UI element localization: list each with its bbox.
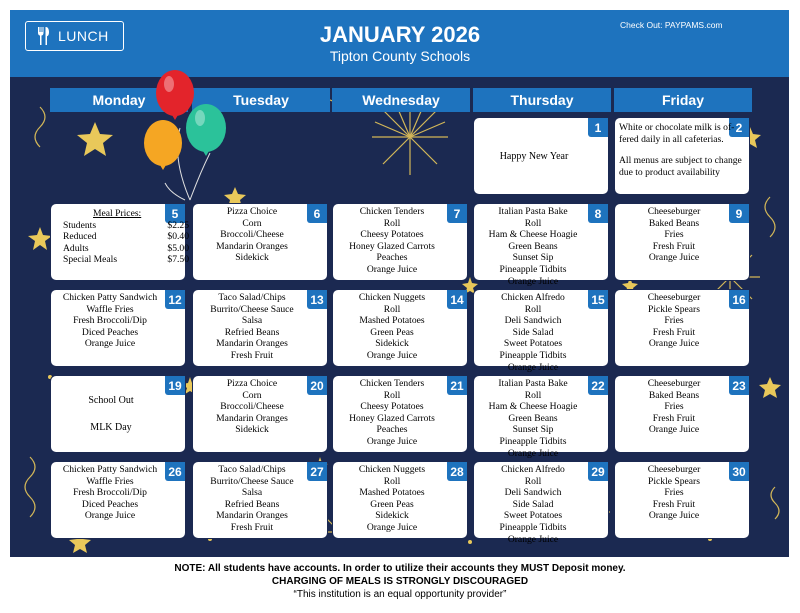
meal-prices-title: Meal Prices: xyxy=(93,208,142,219)
price-value: $7.50 xyxy=(167,254,189,266)
menu-item: Peaches xyxy=(376,424,408,436)
menu-item: Sidekick xyxy=(235,424,269,436)
menu-item: Mashed Potatoes xyxy=(359,315,425,327)
menu-item: Chicken Alfredo xyxy=(501,464,565,475)
day-number: 27 xyxy=(307,462,327,481)
menu-item: Italian Pasta Bake xyxy=(498,378,568,389)
day-header-wednesday: Wednesday xyxy=(332,88,470,112)
menu-item: Honey Glazed Carrots xyxy=(349,412,435,424)
menu-item: Cheeseburger xyxy=(647,292,701,303)
menu-item: Pizza Choice xyxy=(226,206,278,217)
menu-list xyxy=(476,378,590,459)
day-number: 2 xyxy=(729,118,749,137)
menu-item: Waffle Fries xyxy=(86,303,134,315)
day-cell-30 xyxy=(614,461,750,539)
price-label: Adults xyxy=(63,242,89,254)
menu-item: Salsa xyxy=(241,315,263,327)
menu-item: Orange Juice xyxy=(648,252,700,264)
menu-item: Orange Juice xyxy=(366,349,418,361)
menu-item: Orange Juice xyxy=(84,510,136,522)
menu-item: Orange Juice xyxy=(648,510,700,522)
menu-item: Orange Juice xyxy=(507,275,559,287)
menu-item: Pineapple Tidbits xyxy=(499,263,567,275)
menu-item: Sidekick xyxy=(375,510,409,522)
day-cell-12 xyxy=(50,289,186,367)
day-number: 13 xyxy=(307,290,327,309)
menu-item: Fresh Broccoli/Dip xyxy=(73,487,147,499)
day-cell-23 xyxy=(614,375,750,453)
day-number: 30 xyxy=(729,462,749,481)
day-cell-1 xyxy=(473,117,609,195)
day-cell-22 xyxy=(473,375,609,459)
price-label: Special Meals xyxy=(63,254,118,266)
menu-item: Chicken Tenders xyxy=(359,378,425,389)
menu-list xyxy=(335,464,449,534)
menu-item: Green Beans xyxy=(508,412,558,424)
charging-warning: CHARGING OF MEALS IS STRONGLY DISCOURAGED xyxy=(271,576,529,587)
menu-item: Orange Juice xyxy=(507,533,559,545)
menu-item: Side Salad xyxy=(512,498,554,510)
day-cell-9 xyxy=(614,203,750,281)
day-header-thursday: Thursday xyxy=(473,88,611,112)
menu-item: Orange Juice xyxy=(366,263,418,275)
day-number: 15 xyxy=(588,290,608,309)
menu-item: Pineapple Tidbits xyxy=(499,521,567,533)
day-cell-20 xyxy=(192,375,328,453)
day-cell-2 xyxy=(614,117,750,195)
menu-list xyxy=(195,206,309,264)
menu-item: Corn xyxy=(242,217,262,229)
menu-item: Fries xyxy=(664,315,684,327)
day-cell-8 xyxy=(473,203,609,287)
logo-label: LUNCH xyxy=(58,28,109,44)
day-number: 5 xyxy=(165,204,185,223)
menu-item: Burrito/Cheese Sauce xyxy=(210,303,294,315)
day-number: 20 xyxy=(307,376,327,395)
menu-list xyxy=(195,378,309,436)
menu-list xyxy=(476,206,590,287)
day-cell-14 xyxy=(332,289,468,367)
day-cell-16 xyxy=(614,289,750,367)
day-number: 1 xyxy=(588,118,608,137)
day-cell-5 xyxy=(50,203,189,281)
equal-opportunity-statement: “This institution is an equal opportunity provider” xyxy=(293,589,507,600)
menu-item: Roll xyxy=(524,475,542,487)
menu-item: Pineapple Tidbits xyxy=(499,349,567,361)
menu-item: Cheesy Potatoes xyxy=(360,229,424,241)
menu-item: Roll xyxy=(524,217,542,229)
day-number: 6 xyxy=(307,204,327,223)
menu-list xyxy=(53,464,167,522)
menu-list xyxy=(476,292,590,373)
menu-item: Cheeseburger xyxy=(647,378,701,389)
menu-item: Fries xyxy=(664,401,684,413)
day-cell-19 xyxy=(50,375,186,453)
menu-item: Green Peas xyxy=(370,498,414,510)
day-header-friday: Friday xyxy=(614,88,752,112)
menu-item: Chicken Tenders xyxy=(359,206,425,217)
menu-item: Fresh Fruit xyxy=(652,412,696,424)
menu-item: Baked Beans xyxy=(648,389,700,401)
menu-item: Cheesy Potatoes xyxy=(360,401,424,413)
menu-item: Chicken Nuggets xyxy=(358,292,426,303)
menu-item: Broccoli/Cheese xyxy=(220,229,284,241)
menu-item: Salsa xyxy=(241,487,263,499)
menu-item: Ham & Cheese Hoagie xyxy=(488,229,578,241)
menu-item: Refried Beans xyxy=(224,326,280,338)
menu-item: Sidekick xyxy=(235,252,269,264)
meal-prices xyxy=(63,208,189,266)
menu-item: Green Peas xyxy=(370,326,414,338)
menu-item: Honey Glazed Carrots xyxy=(349,240,435,252)
menu-item: Mandarin Oranges xyxy=(216,510,288,522)
menu-item: Deli Sandwich xyxy=(504,315,562,327)
day-cell-26 xyxy=(50,461,186,539)
menu-change-note: All menus are subject to change due to product availability xyxy=(619,155,742,178)
milk-note: White or chocolate milk is of-fered daily in all cafeterias. xyxy=(619,122,735,145)
menu-item: Mashed Potatoes xyxy=(359,487,425,499)
day-number: 23 xyxy=(729,376,749,395)
menu-item: Roll xyxy=(383,475,401,487)
menu-item: Mandarin Oranges xyxy=(216,412,288,424)
day-number: 16 xyxy=(729,290,749,309)
day-cell-21 xyxy=(332,375,468,453)
menu-item: Mandarin Oranges xyxy=(216,240,288,252)
menu-item: Fresh Fruit xyxy=(652,498,696,510)
menu-list xyxy=(617,206,731,264)
menu-item: Pineapple Tidbits xyxy=(499,435,567,447)
day-number: 22 xyxy=(588,376,608,395)
menu-item: Cheeseburger xyxy=(647,206,701,217)
holiday-text: Happy New Year xyxy=(499,150,569,162)
menu-item: Diced Peaches xyxy=(81,326,139,338)
menu-item: Fresh Fruit xyxy=(230,349,274,361)
menu-item: Taco Salad/Chips xyxy=(218,292,286,303)
menu-item: Orange Juice xyxy=(507,447,559,459)
menu-item: Chicken Nuggets xyxy=(358,464,426,475)
menu-item: Corn xyxy=(242,389,262,401)
day-number: 7 xyxy=(447,204,467,223)
day-number: 29 xyxy=(588,462,608,481)
day-number: 9 xyxy=(729,204,749,223)
menu-item: Peaches xyxy=(376,252,408,264)
deposit-note: NOTE: All students have accounts. In order to utilize their accounts they MUST Deposit money. xyxy=(174,563,626,574)
menu-item: Deli Sandwich xyxy=(504,487,562,499)
menu-list xyxy=(195,464,309,534)
menu-item: Sidekick xyxy=(375,338,409,350)
page-title: JANUARY 2026 xyxy=(319,22,481,47)
menu-item: Waffle Fries xyxy=(86,475,134,487)
menu-item: Taco Salad/Chips xyxy=(218,464,286,475)
day-cell-6 xyxy=(192,203,328,281)
checkout-link[interactable]: Check Out: PAYPAMS.com xyxy=(620,20,723,30)
day-cell-28 xyxy=(332,461,468,539)
menu-item: Chicken Patty Sandwich xyxy=(62,292,158,303)
menu-list xyxy=(617,464,731,522)
menu-item: Orange Juice xyxy=(84,338,136,350)
day-number: 26 xyxy=(165,462,185,481)
day-cell-27 xyxy=(192,461,328,539)
menu-item: Orange Juice xyxy=(648,424,700,436)
holiday-text: MLK Day xyxy=(90,422,132,433)
menu-item: Diced Peaches xyxy=(81,498,139,510)
menu-item: Roll xyxy=(383,303,401,315)
menu-item: Cheeseburger xyxy=(647,464,701,475)
menu-item: Fresh Broccoli/Dip xyxy=(73,315,147,327)
menu-item: Sweet Potatoes xyxy=(503,510,563,522)
menu-item: Chicken Alfredo xyxy=(501,292,565,303)
menu-item: Roll xyxy=(383,389,401,401)
day-number: 8 xyxy=(588,204,608,223)
menu-item: Fresh Fruit xyxy=(652,326,696,338)
menu-item: Burrito/Cheese Sauce xyxy=(210,475,294,487)
menu-item: Sunset Sip xyxy=(512,424,554,436)
menu-list xyxy=(476,464,590,545)
menu-item: Fries xyxy=(664,487,684,499)
day-cell-13 xyxy=(192,289,328,367)
menu-item: Green Beans xyxy=(508,240,558,252)
price-value: $5.00 xyxy=(167,242,189,254)
menu-item: Refried Beans xyxy=(224,498,280,510)
menu-list xyxy=(617,292,731,350)
menu-item: Sweet Potatoes xyxy=(503,338,563,350)
menu-item: Roll xyxy=(383,217,401,229)
day-header-tuesday: Tuesday xyxy=(192,88,330,112)
menu-item: Fresh Fruit xyxy=(230,521,274,533)
day-cell-7 xyxy=(332,203,468,281)
menu-item: Fresh Fruit xyxy=(652,240,696,252)
price-label: Students xyxy=(63,219,97,231)
menu-item: Ham & Cheese Hoagie xyxy=(488,401,578,413)
menu-list xyxy=(335,378,449,448)
menu-item: Side Salad xyxy=(512,326,554,338)
menu-list xyxy=(53,292,167,350)
day-number: 19 xyxy=(165,376,185,395)
menu-list xyxy=(335,206,449,276)
day-cell-29 xyxy=(473,461,609,545)
menu-item: Orange Juice xyxy=(366,435,418,447)
day-cell-15 xyxy=(473,289,609,373)
school-out-text: School Out xyxy=(88,395,134,406)
menu-item: Chicken Patty Sandwich xyxy=(62,464,158,475)
day-number: 21 xyxy=(447,376,467,395)
menu-item: Orange Juice xyxy=(507,361,559,373)
menu-item: Roll xyxy=(524,389,542,401)
menu-item: Orange Juice xyxy=(366,521,418,533)
menu-item: Mandarin Oranges xyxy=(216,338,288,350)
menu-list xyxy=(335,292,449,362)
price-label: Reduced xyxy=(63,231,97,243)
menu-list xyxy=(195,292,309,362)
price-value: $0.40 xyxy=(167,231,189,243)
menu-item: Roll xyxy=(524,303,542,315)
day-header-monday: Monday xyxy=(50,88,188,112)
menu-item: Pickle Spears xyxy=(648,303,700,315)
day-number: 28 xyxy=(447,462,467,481)
menu-item: Sunset Sip xyxy=(512,252,554,264)
menu-list xyxy=(617,378,731,436)
menu-item: Baked Beans xyxy=(648,217,700,229)
balloons-decoration xyxy=(125,68,235,203)
menu-item: Fries xyxy=(664,229,684,241)
menu-item: Italian Pasta Bake xyxy=(498,206,568,217)
menu-item: Pickle Spears xyxy=(648,475,700,487)
page-subtitle: Tipton County Schools xyxy=(329,48,471,64)
menu-item: Orange Juice xyxy=(648,338,700,350)
footer-notes xyxy=(0,562,800,601)
price-value: $2.25 xyxy=(167,219,189,231)
menu-item: Pizza Choice xyxy=(226,378,278,389)
menu-item: Broccoli/Cheese xyxy=(220,401,284,413)
day-number: 14 xyxy=(447,290,467,309)
day-number: 12 xyxy=(165,290,185,309)
